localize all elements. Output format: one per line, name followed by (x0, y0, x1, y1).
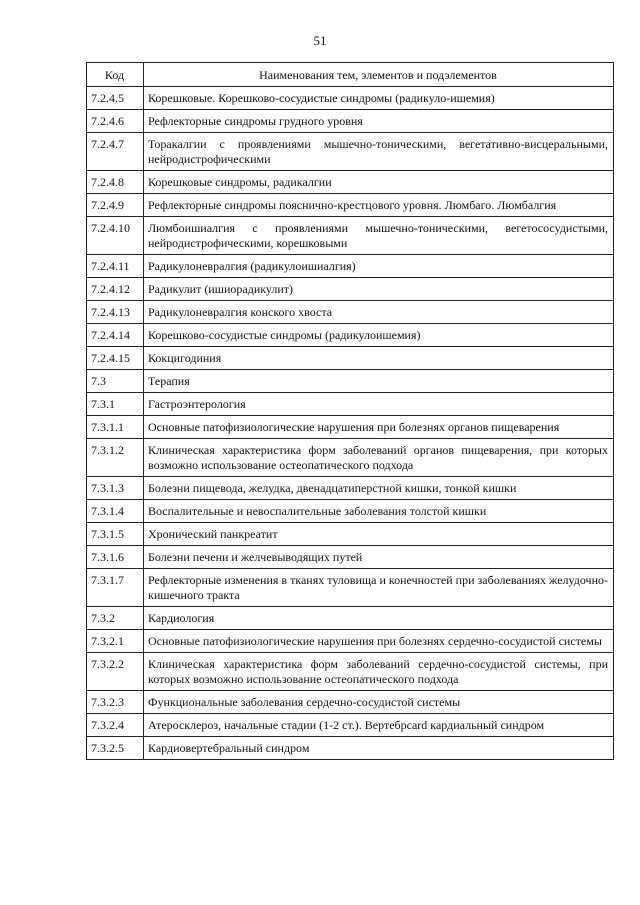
topic-code: 7.3.2 (87, 607, 144, 630)
topic-name: Болезни пищевода, желудка, двенадцатиперстной кишки, тонкой кишки (144, 477, 614, 500)
topic-name: Корешковые. Корешково-сосудистые синдромы (радикуло-ишемия) (144, 87, 614, 110)
topic-code: 7.2.4.8 (87, 171, 144, 194)
topic-code: 7.3.2.2 (87, 653, 144, 691)
topic-name: Рефлекторные синдромы грудного уровня (144, 110, 614, 133)
topic-code: 7.3.2.4 (87, 714, 144, 737)
topic-code: 7.3.1 (87, 393, 144, 416)
topic-name: Болезни печени и желчевыводящих путей (144, 546, 614, 569)
topic-name: Радикулит (ишиорадикулит) (144, 278, 614, 301)
topic-name: Кардиология (144, 607, 614, 630)
topic-code: 7.3.1.6 (87, 546, 144, 569)
topic-name: Гастроэнтерология (144, 393, 614, 416)
topic-name: Корешковые синдромы, радикалгии (144, 171, 614, 194)
topic-name: Рефлекторные синдромы пояснично-крестцового уровня. Люмбаго. Люмбалгия (144, 194, 614, 217)
topic-code: 7.2.4.11 (87, 255, 144, 278)
table-row (87, 255, 614, 278)
topic-name: Кокцигодиния (144, 347, 614, 370)
topic-code: 7.2.4.6 (87, 110, 144, 133)
topic-code: 7.3.1.5 (87, 523, 144, 546)
table-row (87, 500, 614, 523)
topic-name: Кардиовертебральный синдром (144, 737, 614, 760)
table-row (87, 737, 614, 760)
name-column-header: Наименования тем, элементов и подэлементов (144, 63, 614, 87)
topic-name: Радикулоневралгия конского хвоста (144, 301, 614, 324)
topic-code: 7.2.4.12 (87, 278, 144, 301)
topic-name: Радикулоневралгия (радикулоишиалгия) (144, 255, 614, 278)
topic-code: 7.2.4.10 (87, 217, 144, 255)
table-row (87, 477, 614, 500)
topic-name: Терапия (144, 370, 614, 393)
table-header-row (87, 63, 614, 87)
table-row (87, 653, 614, 691)
topic-name: Функциональные заболевания сердечно-сосудистой системы (144, 691, 614, 714)
table-row (87, 217, 614, 255)
topic-code: 7.3.1.1 (87, 416, 144, 439)
table-row (87, 194, 614, 217)
topics-table (86, 62, 614, 760)
topic-code: 7.3.1.3 (87, 477, 144, 500)
topic-code: 7.3.1.4 (87, 500, 144, 523)
topic-code: 7.2.4.9 (87, 194, 144, 217)
table-row (87, 691, 614, 714)
topic-name: Основные патофизиологические нарушения при болезнях органов пищеварения (144, 416, 614, 439)
topic-code: 7.2.4.14 (87, 324, 144, 347)
topic-code: 7.3.2.1 (87, 630, 144, 653)
table-row (87, 607, 614, 630)
table-row (87, 324, 614, 347)
topic-name: Торакалгии с проявлениями мышечно-тоническими, вегетативно-висцеральными, нейродистрофическими (144, 133, 614, 171)
table-row (87, 546, 614, 569)
table-row (87, 569, 614, 607)
table-row (87, 278, 614, 301)
topic-name: Рефлекторные изменения в тканях туловища и конечностей при заболеваниях желудочно-кишечного тракта (144, 569, 614, 607)
table-row (87, 370, 614, 393)
table-row (87, 416, 614, 439)
topic-code: 7.3.1.7 (87, 569, 144, 607)
topic-name: Хронический панкреатит (144, 523, 614, 546)
topic-code: 7.3.2.5 (87, 737, 144, 760)
topic-name: Атеросклероз, начальные стадии (1-2 ст.). Вертебрcard кардиальный синдром (144, 714, 614, 737)
table-row (87, 301, 614, 324)
table-row (87, 523, 614, 546)
topic-name: Воспалительные и невоспалительные заболевания толстой кишки (144, 500, 614, 523)
table-row (87, 630, 614, 653)
table-row (87, 347, 614, 370)
topic-code: 7.2.4.15 (87, 347, 144, 370)
topic-code: 7.3.1.2 (87, 439, 144, 477)
topic-code: 7.2.4.13 (87, 301, 144, 324)
topic-code: 7.3.2.3 (87, 691, 144, 714)
topic-name: Основные патофизиологические нарушения при болезнях сердечно-сосудистой системы (144, 630, 614, 653)
topic-code: 7.2.4.7 (87, 133, 144, 171)
table-row (87, 133, 614, 171)
table-row (87, 714, 614, 737)
page-number: 51 (313, 33, 327, 48)
topic-name: Клиническая характеристика форм заболеваний органов пищеварения, при которых возможно использование остеопатического подхода (144, 439, 614, 477)
topic-name: Люмбоишиалгия с проявлениями мышечно-тоническими, вегетососудистыми, нейродистрофическими, корешковыми (144, 217, 614, 255)
topic-name: Корешково-сосудистые синдромы (радикулоишемия) (144, 324, 614, 347)
table-row (87, 87, 614, 110)
topic-code: 7.3 (87, 370, 144, 393)
table-row (87, 393, 614, 416)
table-row (87, 171, 614, 194)
table-row (87, 110, 614, 133)
topic-code: 7.2.4.5 (87, 87, 144, 110)
topic-name: Клиническая характеристика форм заболеваний сердечно-сосудистой системы, при которых возможно использование остеопатического подхода (144, 653, 614, 691)
code-column-header: Код (87, 63, 144, 87)
table-row (87, 439, 614, 477)
